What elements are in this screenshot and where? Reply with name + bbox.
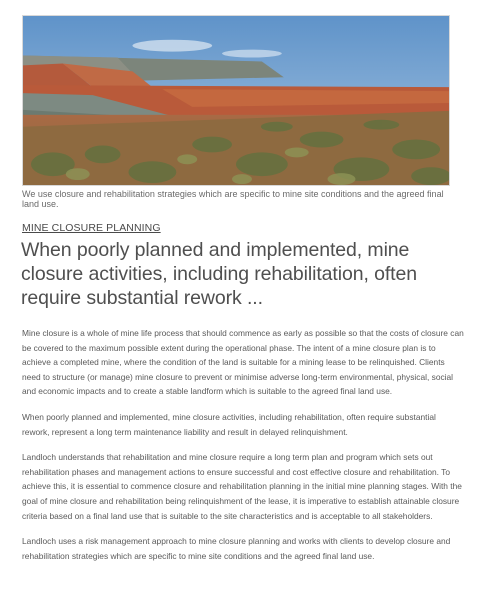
page-headline: When poorly planned and implemented, mine closure activities, including rehabilitation, often require substantial rework ... bbox=[21, 239, 417, 309]
article-body bbox=[22, 326, 464, 574]
section-label-link[interactable]: MINE CLOSURE PLANNING bbox=[22, 222, 161, 234]
paragraph: When poorly planned and implemented, mine closure activities, including rehabilitation, often require substantial rework, represent a long term maintenance liability and result in delayed relinquishment. bbox=[22, 411, 436, 437]
mine-site-landscape-icon bbox=[23, 16, 449, 185]
image-caption: We use closure and rehabilitation strategies which are specific to mine site conditions and the agreed final land use. bbox=[22, 189, 444, 209]
paragraph: Mine closure is a whole of mine life process that should commence as early as possible so that the costs of closure can be covered to the maximum possible extent during the operational phase. The intent of a mine closure plan is to achieve a completed mine, where the condition of the land is suitable for a mining lease to be relinquished. Clients need to structure (or manage) mine closure to prevent or minimise adverse long-term environmental, physical, social and economic impacts and to create a stable landform which is suitable to the agreed final land use. bbox=[22, 328, 464, 397]
paragraph: Landloch understands that rehabilitation and mine closure require a long term plan and program which sets out rehabilitation phases and management actions to ensure successful and cost effective closure and rehabilitation. To achieve this, it is essential to commence closure and rehabilitation planning in the initial mine planning stages. With the goal of mine closure and rehabilitation being relinquishment of the lease, it is imperative to establish attainable closure criteria based on a final land use that is suitable to the site characteristics and is acceptable to all stakeholders. bbox=[22, 452, 462, 521]
mine-site-photo bbox=[22, 15, 450, 186]
paragraph: Landloch uses a risk management approach to mine closure planning and works with clients to develop closure and rehabilitation strategies which are specific to mine site conditions and the agreed final land use. bbox=[22, 536, 451, 561]
